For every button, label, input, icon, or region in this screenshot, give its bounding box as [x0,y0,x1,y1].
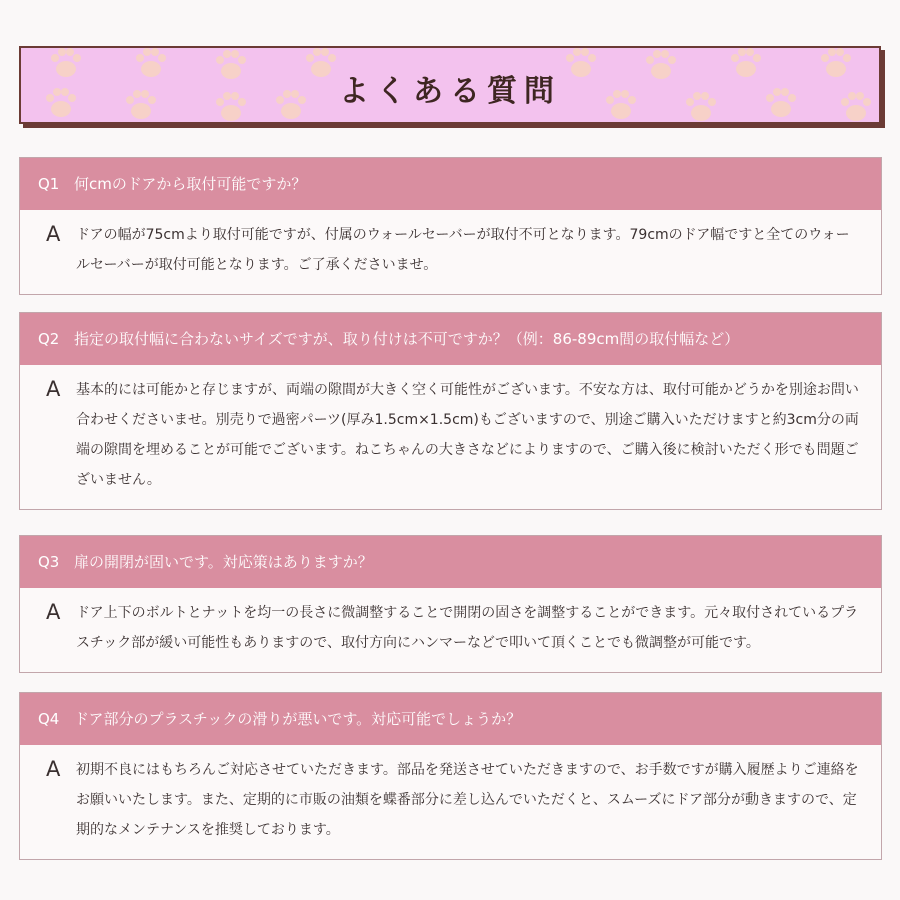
answer-mark: A [46,222,61,246]
question-text: 何cmのドアから取付可能ですか？ [74,175,307,193]
page-title: よくある質問 [339,74,561,109]
faq-answer [20,588,881,672]
question-text: 指定の取付幅に合わないサイズですが、取り付けは不可ですか？（例：86-89cm間の取付幅など） [74,330,740,348]
answer-mark: A [46,757,61,781]
faq-question-bar [20,536,881,588]
answer-text: 初期不良にはもちろんご対応させていただきます。部品を発送させていただきますので、お手数ですが購入履歴よりご連絡をお願いいたします。また、定期的に市販の油類を蝶番部分に差し込んでいただくと、スムーズにドア部分が動きますので、定期的なメンテナンスを推奨しております。 [76,762,859,838]
faq-item-q3 [19,535,882,673]
faq-answer [20,365,881,509]
answer-mark: A [46,377,61,401]
faq-question-bar [20,158,881,210]
faq-item-q1 [19,157,882,295]
question-number: Q3 [38,553,60,571]
faq-item-q2 [19,312,882,510]
faq-item-q4 [19,692,882,860]
faq-answer [20,745,881,859]
answer-text: 基本的には可能かと存じますが、両端の隙間が大きく空く可能性がございます。不安な方は、取付可能かどうかを別途お問い合わせくださいませ。別売りで過密パーツ(厚み1.5cm×1.5cm)もございますので、別途ご購入いただけますと約3cm分の両端の隙間を埋めることが可能でございます。ねこちゃんの大きさなどによりますので、ご購入後に検討いただく形でも問題ございません。 [76,382,859,488]
faq-question-bar [20,313,881,365]
answer-mark: A [46,600,61,624]
answer-text: ドア上下のボルトとナットを均一の長さに微調整することで開閉の固さを調整することができます。元々取付されているプラスチック部が緩い可能性もありますので、取付方向にハンマーなどで叩いて頂くことでも微調整が可能です。 [76,605,859,651]
answer-text: ドアの幅が75cmより取付可能ですが、付属のウォールセーバーが取付不可となります。79cmのドア幅ですと全てのウォールセーバーが取付可能となります。ご了承くださいませ。 [76,227,850,273]
faq-question-bar [20,693,881,745]
header-banner [19,46,881,124]
faq-answer [20,210,881,294]
question-number: Q2 [38,330,60,348]
question-number: Q4 [38,710,60,728]
question-number: Q1 [38,175,60,193]
question-text: 扉の開閉が固いです。対応策はありますか？ [74,553,373,571]
question-text: ドア部分のプラスチックの滑りが悪いです。対応可能でしょうか？ [74,710,522,728]
